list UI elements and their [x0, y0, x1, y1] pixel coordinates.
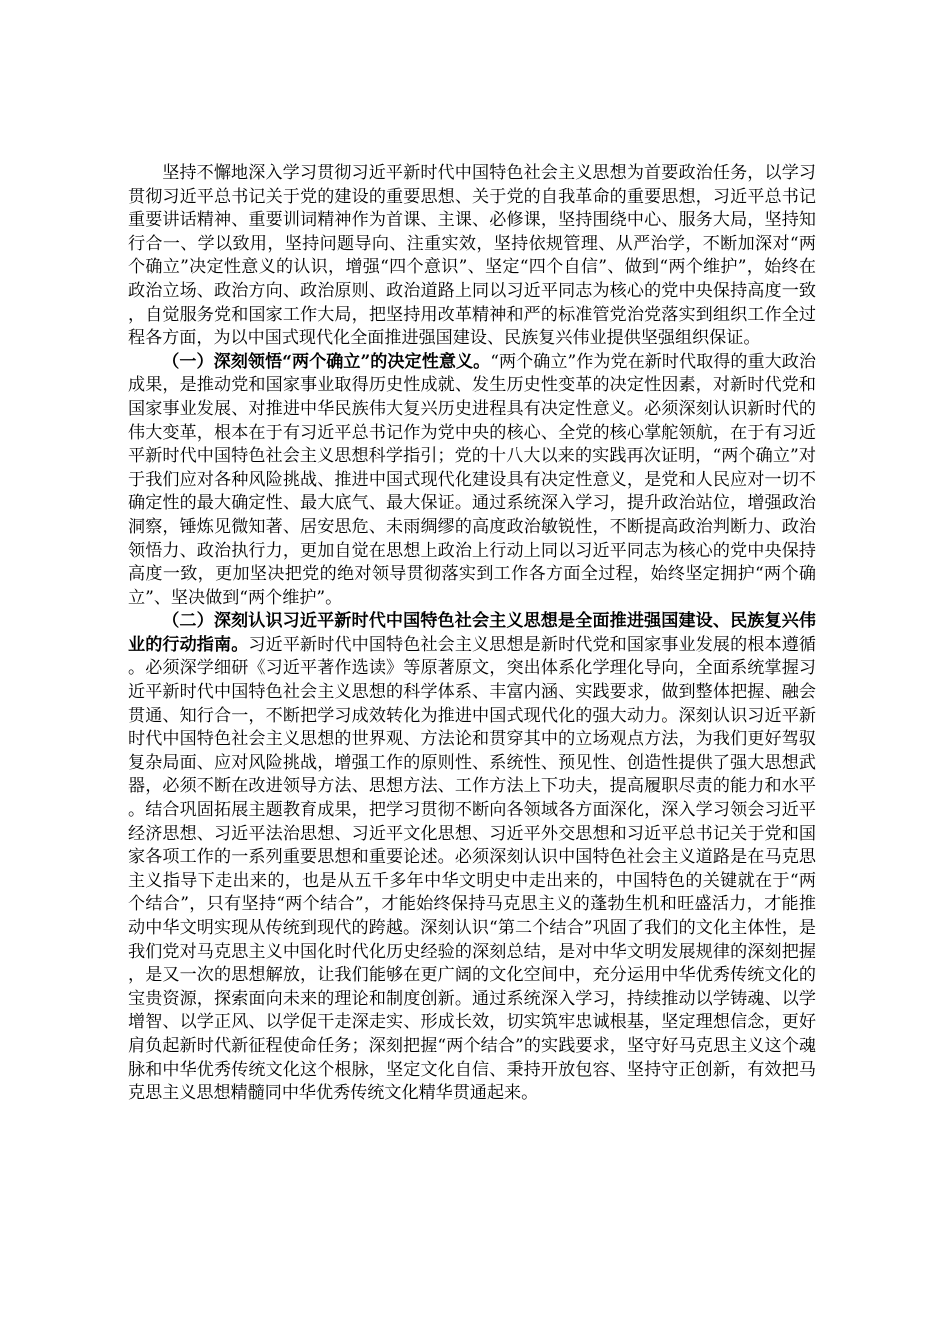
section-one-heading: （一）深刻领悟“两个确立”的决定性意义。: [162, 351, 491, 372]
section-one-paragraph: [128, 351, 816, 611]
section-one-text: “两个确立”作为党在新时代取得的重大政治成果，是推动党和国家事业取得历史性成就、发生历史性变革的决定性因素，对新时代党和国家事业发展、对推进中华民族伟大复兴历史进程具有决定性意义。必须深刻认识新时代的伟大变革，根本在于有习近平总书记作为党中央的核心、全党的核心掌舵领航，在于有习近平新时代中国特色社会主义思想科学指引；党的十八大以来的实践再次证明，“两个确立”对于我们应对各种风险挑战、推进中国式现代化建设具有决定性意义，是党和人民应对一切不确定性的最大确定性、最大底气、最大保证。通过系统深入学习，提升政治站位，增强政治洞察，锤炼见微知著、居安思危、未雨绸缪的高度政治敏锐性，不断提高政治判断力、政治领悟力、政治执行力，更加自觉在思想上政治上行动上同以习近平同志为核心的党中央保持高度一致，更加坚决把党的绝对领导贯彻落实到工作各方面全过程，始终坚定拥护“两个确立”、坚决做到“两个维护”。: [128, 351, 816, 608]
intro-paragraph: [128, 162, 816, 351]
section-two-paragraph: [128, 610, 816, 1105]
section-two-heading: （二）深刻认识习近平新时代中国特色社会主义思想是全面推进强国建设、民族复兴伟业的行动指南。: [128, 611, 816, 655]
section-two-text: 习近平新时代中国特色社会主义思想是新时代党和国家事业发展的根本遵循。必须深学细研《习近平著作选读》等原著原文，突出体系化学理化导向，全面系统掌握习近平新时代中国特色社会主义思想的科学体系、丰富内涵、实践要求，做到整体把握、融会贯通、知行合一，不断把学习成效转化为推进中国式现代化的强大动力。深刻认识习近平新时代中国特色社会主义思想的世界观、方法论和贯穿其中的立场观点方法，为我们更好驾驭复杂局面、应对风险挑战，增强工作的原则性、系统性、预见性、创造性提供了强大思想武器，必须不断在改进领导方法、思想方法、工作方法上下功夫，提高履职尽责的能力和水平。结合巩固拓展主题教育成果，把学习贯彻不断向各领域各方面深化，深入学习领会习近平经济思想、习近平法治思想、习近平文化思想、习近平外交思想和习近平总书记关于党和国家各项工作的一系列重要思想和重要论述。必须深刻认识中国特色社会主义道路是在马克思主义指导下走出来的，也是从五千多年中华文明史中走出来的，中国特色的关键就在于“两个结合”，只有坚持“两个结合”，才能始终保持马克思主义的蓬勃生机和旺盛活力，才能推动中华文明实现从传统到现代的跨越。深刻认识“第二个结合”巩固了我们的文化主体性，是我们党对马克思主义中国化时代化历史经验的深刻总结，是对中华文明发展规律的深刻把握，是又一次的思想解放，让我们能够在更广阔的文化空间中，充分运用中华优秀传统文化的宝贵资源，探索面向未来的理论和制度创新。通过系统深入学习，持续推动以学铸魂、以学增智、以学正风、以学促干走深走实、形成长效，切实筑牢忠诚根基，坚定理想信念，更好肩负起新时代新征程使命任务；深刻把握“两个结合”的实践要求，坚守好马克思主义这个魂脉和中华优秀传统文化这个根脉，坚定文化自信、秉持开放包容、坚持守正创新，有效把马克思主义思想精髓同中华优秀传统文化精华贯通起来。: [128, 634, 816, 1104]
intro-paragraph-text: 坚持不懈地深入学习贯彻习近平新时代中国特色社会主义思想为首要政治任务，以学习贯彻习近平总书记关于党的建设的重要思想、关于党的自我革命的重要思想，习近平总书记重要讲话精神、重要训词精神作为首课、主课、必修课，坚持围绕中心、服务大局，坚持知行合一、学以致用，坚持问题导向、注重实效，坚持依规管理、从严治学，不断加深对“两个确立”决定性意义的认识，增强“四个意识”、坚定“四个自信”、做到“两个维护”，始终在政治立场、政治方向、政治原则、政治道路上同以习近平同志为核心的党中央保持高度一致，自觉服务党和国家工作大局，把坚持用改革精神和严的标准管党治党落实到组织工作全过程各方面，为以中国式现代化全面推进强国建设、民族复兴伟业提供坚强组织保证。: [128, 163, 816, 349]
document-page: [128, 162, 816, 1106]
